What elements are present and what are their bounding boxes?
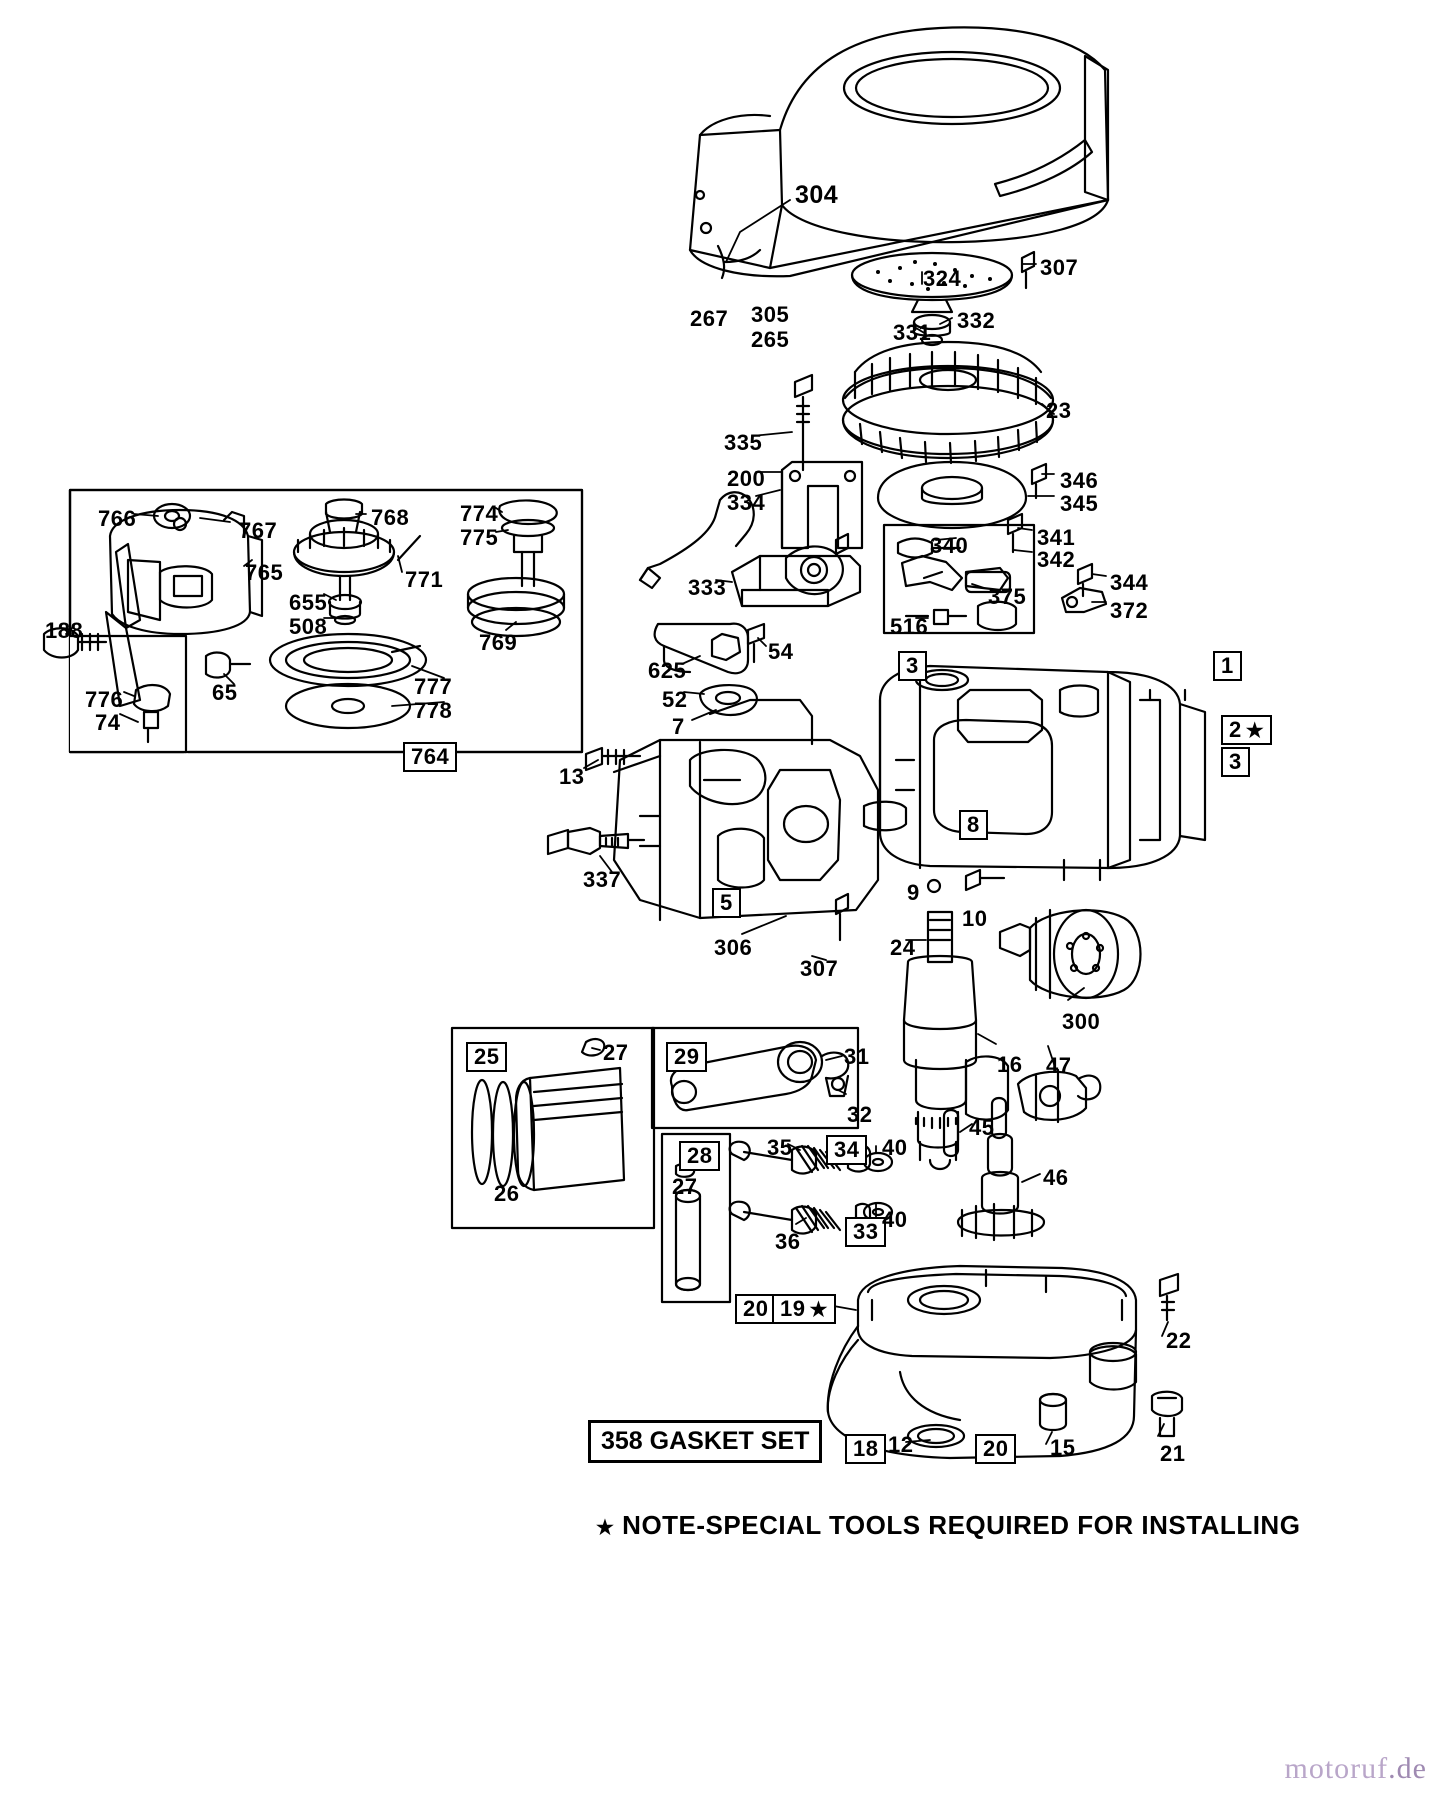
callout-number: 32 — [847, 1102, 873, 1127]
callout-number: 372 — [1110, 598, 1149, 623]
callout-number: 29 — [674, 1044, 700, 1069]
callout-74 — [95, 712, 120, 734]
callout-number: 300 — [1062, 1009, 1101, 1034]
callout-number: 306 — [714, 935, 753, 960]
callout-304 — [795, 183, 838, 208]
callout-5 — [712, 888, 741, 918]
callout-number: 16 — [997, 1052, 1023, 1077]
callout-333 — [688, 577, 726, 599]
callout-number: 188 — [45, 618, 84, 643]
callout-number: 13 — [559, 764, 585, 789]
callout-54 — [768, 641, 793, 663]
part-blower-housing-304 — [690, 27, 1108, 278]
callout-766 — [98, 508, 136, 530]
callout-344 — [1110, 572, 1148, 594]
callout-number: 27 — [672, 1174, 698, 1199]
part-cylinder-head-306 — [614, 740, 906, 940]
callout-number: 40 — [882, 1207, 908, 1232]
watermark-suffix: .de — [1388, 1752, 1427, 1785]
callout-number: 307 — [1040, 255, 1079, 280]
callout-19 — [772, 1294, 836, 1324]
callout-number: 20 — [743, 1296, 769, 1321]
callout-10 — [962, 908, 987, 930]
callout-345 — [1060, 493, 1098, 515]
callout-number: 15 — [1050, 1435, 1076, 1460]
callout-number: 54 — [768, 639, 794, 664]
callout-number: 342 — [1037, 547, 1076, 572]
callout-number: 777 — [414, 674, 453, 699]
callout-306 — [714, 937, 752, 959]
callout-22 — [1166, 1330, 1191, 1352]
callout-number: 26 — [494, 1181, 520, 1206]
callout-35 — [767, 1137, 792, 1159]
callout-305 — [751, 304, 789, 326]
callout-40 — [882, 1137, 907, 1159]
callout-number: 36 — [775, 1229, 801, 1254]
part-starter-clutch-300 — [1000, 910, 1141, 998]
callout-number: 768 — [371, 505, 410, 530]
watermark — [1285, 1752, 1427, 1786]
callout-number: 267 — [690, 306, 729, 331]
callout-778 — [414, 700, 452, 722]
callout-65 — [212, 682, 237, 704]
callout-number: 46 — [1043, 1165, 1069, 1190]
fastener-9-10 — [928, 870, 1004, 892]
callout-34 — [826, 1135, 867, 1165]
callout-number: 23 — [1046, 398, 1072, 423]
callout-26 — [494, 1183, 519, 1205]
callout-324 — [923, 268, 961, 290]
part-flywheel-23 — [843, 342, 1053, 463]
callout-769 — [479, 632, 517, 654]
callout-number: 28 — [687, 1143, 713, 1168]
callout-267 — [690, 308, 728, 330]
callout-300 — [1062, 1011, 1100, 1033]
callout-332 — [957, 310, 995, 332]
callout-number: 778 — [414, 698, 453, 723]
callout-341 — [1037, 527, 1075, 549]
callout-375 — [988, 586, 1026, 608]
watermark-main: motoruf — [1284, 1752, 1389, 1785]
callout-number: 375 — [988, 584, 1027, 609]
fastener-341 — [1008, 514, 1022, 552]
callout-764 — [403, 742, 457, 772]
callout-337 — [583, 869, 621, 891]
callout-number: 19 — [780, 1296, 806, 1321]
callout-27 — [603, 1042, 628, 1064]
callout-346 — [1060, 470, 1098, 492]
callout-number: 52 — [662, 687, 688, 712]
fastener-54 — [748, 624, 764, 662]
callout-15 — [1050, 1437, 1075, 1459]
callout-23 — [1046, 400, 1071, 422]
callout-number: 3 — [906, 653, 919, 678]
part-plug-15 — [1040, 1394, 1066, 1430]
fastener-344 — [1078, 564, 1092, 596]
callout-655 — [289, 592, 327, 614]
callout-number: 31 — [844, 1044, 870, 1069]
callout-20 — [735, 1294, 776, 1324]
callout-number: 12 — [888, 1432, 914, 1457]
callout-40 — [882, 1209, 907, 1231]
callout-342 — [1037, 549, 1075, 571]
callout-number: 307 — [800, 956, 839, 981]
callout-508 — [289, 616, 327, 638]
callout-number: 22 — [1166, 1328, 1192, 1353]
part-bracket-334 — [782, 462, 862, 554]
callout-25 — [466, 1042, 507, 1072]
callout-number: 625 — [648, 658, 687, 683]
callout-number: 7 — [672, 714, 685, 739]
part-cover-345 — [878, 462, 1026, 528]
callout-number: 5 — [720, 890, 733, 915]
fastener-307-top — [1022, 252, 1034, 288]
callout-28 — [679, 1141, 720, 1171]
callout-776 — [85, 689, 123, 711]
callout-775 — [460, 527, 498, 549]
callout-number: 25 — [474, 1044, 500, 1069]
callout-number: 47 — [1046, 1053, 1072, 1078]
callout-771 — [405, 569, 443, 591]
callout-20 — [975, 1434, 1016, 1464]
callout-number: 10 — [962, 906, 988, 931]
callout-number: 337 — [583, 867, 622, 892]
callout-number: 200 — [727, 466, 766, 491]
part-sump-18 — [828, 1266, 1136, 1458]
callout-number: 765 — [245, 560, 284, 585]
part-cylinder-block-1 — [880, 666, 1205, 880]
special-tools-note — [596, 1510, 1300, 1541]
callout-number: 333 — [688, 575, 727, 600]
callout-number: 1 — [1221, 653, 1234, 678]
callout-number: 24 — [890, 935, 916, 960]
callout-516 — [890, 616, 928, 638]
callout-307 — [800, 958, 838, 980]
callout-16 — [997, 1054, 1022, 1076]
callout-777 — [414, 676, 452, 698]
callout-number: 769 — [479, 630, 518, 655]
callout-307 — [1040, 257, 1078, 279]
callout-188 — [45, 620, 83, 642]
callout-number: 341 — [1037, 525, 1076, 550]
callout-13 — [559, 766, 584, 788]
callout-18 — [845, 1434, 886, 1464]
callout-number: 344 — [1110, 570, 1149, 595]
callout-number: 21 — [1160, 1441, 1186, 1466]
star-icon: ★ — [1245, 720, 1265, 742]
callout-number: 332 — [957, 308, 996, 333]
callout-number: 771 — [405, 567, 444, 592]
callout-number: 18 — [853, 1436, 879, 1461]
callout-32 — [847, 1104, 872, 1126]
part-spark-plug-337 — [548, 828, 644, 854]
callout-765 — [245, 562, 283, 584]
callout-9 — [907, 882, 920, 904]
callout-625 — [648, 660, 686, 682]
callout-number: 331 — [893, 320, 932, 345]
callout-29 — [666, 1042, 707, 1072]
callout-number: 74 — [95, 710, 121, 735]
callout-number: 33 — [853, 1219, 879, 1244]
callout-number: 516 — [890, 614, 929, 639]
callout-3 — [1221, 747, 1250, 777]
callout-334 — [727, 492, 765, 514]
callout-52 — [662, 689, 687, 711]
callout-number: 767 — [239, 518, 278, 543]
callout-number: 345 — [1060, 491, 1099, 516]
special-tools-note-text: NOTE-SPECIAL TOOLS REQUIRED FOR INSTALLING — [622, 1510, 1301, 1540]
callout-number: 655 — [289, 590, 328, 615]
callout-46 — [1043, 1167, 1068, 1189]
callout-767 — [239, 520, 277, 542]
callout-774 — [460, 503, 498, 525]
callout-number: 775 — [460, 525, 499, 550]
fastener-335 — [795, 375, 812, 470]
callout-number: 335 — [724, 430, 763, 455]
callout-331 — [893, 322, 931, 344]
callout-8 — [959, 810, 988, 840]
callout-number: 305 — [751, 302, 790, 327]
callout-36 — [775, 1231, 800, 1253]
gasket-set-label: 358 GASKET SET — [588, 1420, 822, 1463]
callout-number: 334 — [727, 490, 766, 515]
callout-47 — [1046, 1055, 1071, 1077]
callout-265 — [751, 329, 789, 351]
callout-number: 776 — [85, 687, 124, 712]
callout-number: 774 — [460, 501, 499, 526]
callout-number: 764 — [411, 744, 450, 769]
star-icon: ★ — [596, 1517, 615, 1539]
callout-number: 27 — [603, 1040, 629, 1065]
callout-2 — [1221, 715, 1272, 745]
callout-number: 35 — [767, 1135, 793, 1160]
callout-1 — [1213, 651, 1242, 681]
callout-number: 340 — [930, 533, 969, 558]
callout-27 — [672, 1176, 697, 1198]
callout-340 — [930, 535, 968, 557]
callout-7 — [672, 716, 685, 738]
callout-number: 3 — [1229, 749, 1242, 774]
callout-number: 265 — [751, 327, 790, 352]
callout-number: 346 — [1060, 468, 1099, 493]
callout-number: 20 — [983, 1436, 1009, 1461]
callout-number: 304 — [795, 181, 839, 209]
callout-number: 40 — [882, 1135, 908, 1160]
star-icon: ★ — [809, 1299, 828, 1321]
callout-372 — [1110, 600, 1148, 622]
fastener-346 — [1032, 464, 1046, 498]
callout-768 — [371, 507, 409, 529]
callout-number: 65 — [212, 680, 238, 705]
callout-number: 8 — [967, 812, 980, 837]
callout-200 — [727, 468, 765, 490]
callout-33 — [845, 1217, 886, 1247]
callout-3 — [898, 651, 927, 681]
callout-24 — [890, 937, 915, 959]
callout-335 — [724, 432, 762, 454]
callout-number: 34 — [834, 1137, 860, 1162]
callout-number: 2 — [1229, 717, 1242, 742]
callout-12 — [888, 1434, 913, 1456]
fastener-22 — [1160, 1274, 1178, 1320]
callout-45 — [969, 1117, 994, 1139]
callout-number: 324 — [923, 266, 962, 291]
callout-21 — [1160, 1443, 1185, 1465]
callout-number: 766 — [98, 506, 137, 531]
callout-number: 9 — [907, 880, 920, 905]
callout-number: 508 — [289, 614, 328, 639]
fastener-21 — [1152, 1392, 1182, 1436]
callout-31 — [844, 1046, 869, 1068]
callout-number: 45 — [969, 1115, 995, 1140]
part-head-gasket-7 — [710, 700, 812, 744]
